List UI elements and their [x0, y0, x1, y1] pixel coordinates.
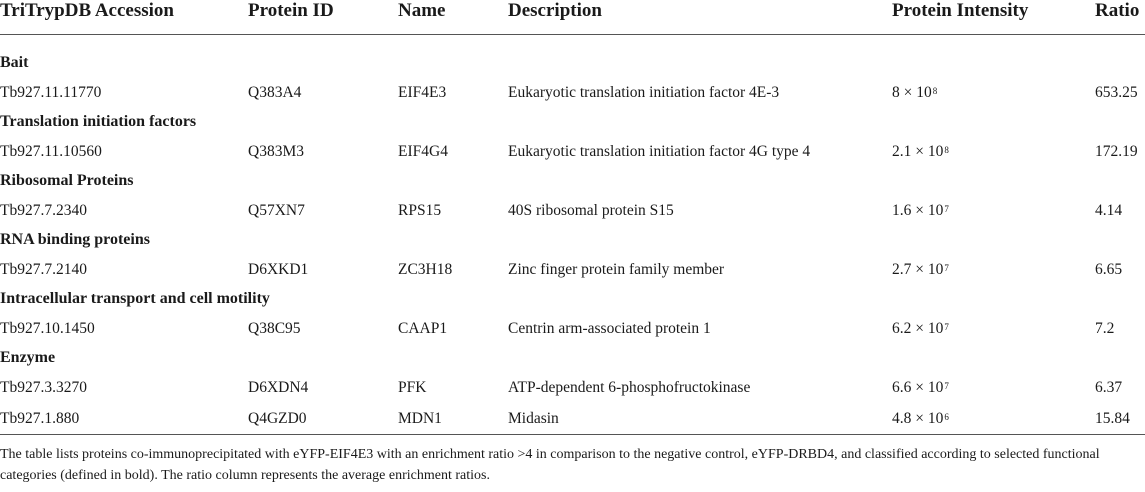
table-row	[0, 403, 1145, 435]
category-row	[0, 226, 1145, 254]
intensity-base: 8 × 10	[892, 83, 932, 101]
cell-protein-id: D6XDN4	[248, 378, 309, 396]
cell-ratio: 172.19	[1095, 142, 1138, 160]
cell-protein-id: Q57XN7	[248, 201, 305, 219]
cell-protein-id: D6XKD1	[248, 260, 309, 278]
cell-ratio: 6.37	[1095, 378, 1123, 396]
cell-description: ATP-dependent 6-phosphofructokinase	[508, 378, 751, 396]
table-row	[0, 136, 1145, 167]
cell-name: ZC3H18	[398, 260, 453, 278]
intensity-exponent: 7	[944, 203, 949, 214]
table-row	[0, 77, 1145, 108]
intensity-exponent: 8	[932, 85, 938, 96]
header-intensity: Protein Intensity	[892, 0, 1029, 21]
category-row	[0, 167, 1145, 195]
table-row	[0, 372, 1145, 403]
cell-accession: Tb927.11.11770	[0, 83, 102, 101]
header-description: Description	[508, 0, 602, 21]
category-label: Translation initiation factors	[0, 113, 197, 130]
category-row	[0, 49, 1145, 77]
cell-description: Zinc finger protein family member	[508, 260, 725, 278]
table-body	[0, 35, 1145, 435]
cell-intensity	[892, 136, 1095, 167]
cell-protein-id: Q383A4	[248, 83, 302, 101]
header-protein-id: Protein ID	[248, 0, 334, 21]
cell-accession: Tb927.3.3270	[0, 378, 87, 396]
cell-intensity	[892, 372, 1095, 403]
intensity-exponent: 8	[944, 144, 949, 155]
cell-intensity	[892, 313, 1095, 344]
cell-description: Midasin	[508, 409, 559, 427]
cell-name: RPS15	[398, 201, 442, 219]
header-row	[0, 0, 1145, 35]
category-row	[0, 108, 1145, 136]
cell-name: EIF4G4	[398, 142, 448, 160]
cell-accession: Tb927.7.2140	[0, 260, 87, 278]
spacer-row	[0, 35, 1145, 50]
intensity-base: 1.6 × 10	[892, 201, 944, 219]
cell-name: EIF4E3	[398, 83, 447, 101]
intensity-base: 2.7 × 10	[892, 260, 944, 278]
table-row	[0, 195, 1145, 226]
category-label: Intracellular transport and cell motility	[0, 290, 270, 307]
category-row	[0, 285, 1145, 313]
cell-ratio: 7.2	[1095, 319, 1115, 337]
table-row	[0, 313, 1145, 344]
category-label: RNA binding proteins	[0, 231, 150, 248]
cell-intensity	[892, 195, 1095, 226]
cell-ratio: 4.14	[1095, 201, 1123, 219]
intensity-base: 2.1 × 10	[892, 142, 944, 160]
cell-description: 40S ribosomal protein S15	[508, 201, 674, 219]
cell-intensity	[892, 77, 1095, 108]
intensity-exponent: 7	[944, 321, 949, 332]
table-row	[0, 254, 1145, 285]
cell-accession: Tb927.11.10560	[0, 142, 102, 160]
category-label: Bait	[0, 54, 29, 71]
intensity-base: 6.2 × 10	[892, 319, 944, 337]
cell-accession: Tb927.1.880	[0, 409, 80, 427]
intensity-exponent: 7	[944, 380, 949, 391]
cell-intensity	[892, 254, 1095, 285]
intensity-exponent: 6	[944, 411, 949, 422]
category-label: Ribosomal Proteins	[0, 172, 134, 189]
intensity-base: 4.8 × 10	[892, 409, 944, 427]
intensity-base: 6.6 × 10	[892, 378, 944, 396]
cell-protein-id: Q383M3	[248, 142, 304, 160]
table-footnote: The table lists proteins co-immunoprecipitated with eYFP-EIF4E3 with an enrichment ratio >4 in comparison to the negative control, eYFP-DRBD4, and classified according to selected functional categories (defined in bold). The ratio column represents the average enrichment ratios.	[0, 447, 1100, 483]
cell-name: CAAP1	[398, 319, 448, 337]
cell-description: Centrin arm-associated protein 1	[508, 319, 711, 337]
cell-name: PFK	[398, 378, 427, 396]
header-name: Name	[398, 0, 446, 21]
category-row	[0, 344, 1145, 372]
cell-accession: Tb927.7.2340	[0, 201, 87, 219]
cell-protein-id: Q4GZD0	[248, 409, 307, 427]
header-ratio: Ratio	[1095, 0, 1140, 21]
cell-protein-id: Q38C95	[248, 319, 301, 337]
cell-ratio: 6.65	[1095, 260, 1123, 278]
header-accession: TriTrypDB Accession	[0, 0, 174, 21]
cell-description: Eukaryotic translation initiation factor 4G type 4	[508, 142, 811, 160]
cell-description: Eukaryotic translation initiation factor 4E-3	[508, 83, 780, 101]
cell-ratio: 15.84	[1095, 409, 1130, 427]
cell-intensity	[892, 403, 1095, 435]
category-label: Enzyme	[0, 349, 56, 366]
cell-name: MDN1	[398, 409, 442, 427]
cell-ratio: 653.25	[1095, 83, 1138, 101]
intensity-exponent: 7	[944, 262, 949, 273]
cell-accession: Tb927.10.1450	[0, 319, 95, 337]
